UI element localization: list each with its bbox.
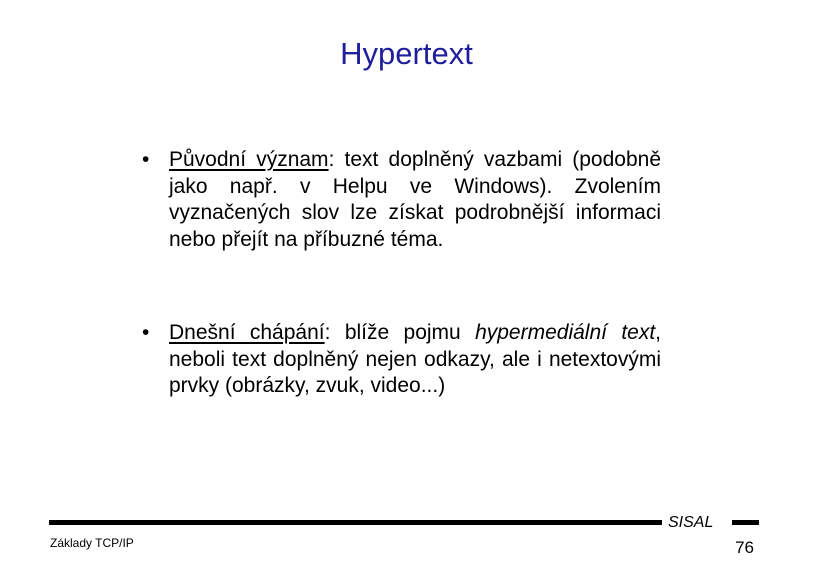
footer-sisal-label: SISAL bbox=[668, 514, 714, 531]
footer-rule-right bbox=[732, 520, 759, 525]
bullet-separator: : bbox=[328, 148, 345, 171]
page-number: 76 bbox=[735, 538, 754, 557]
bullet-emphasis: hypermediální text bbox=[475, 321, 656, 344]
bullet-item bbox=[142, 320, 662, 400]
bullet-text-after: , neboli text doplněný nejen odkazy, ale i netextovými prvky (obrázky, zvuk, video...) bbox=[169, 321, 662, 397]
footer-course-name: Základy TCP/IP bbox=[50, 536, 134, 550]
bullet-marker: • bbox=[142, 321, 150, 344]
bullet-text: text doplněný vazbami (podobně jako např. v Helpu ve Windows). Zvolením vyznačených slov lze získat podrobnější informaci nebo přejít na příbuzné téma. bbox=[169, 148, 662, 251]
bullet-marker: • bbox=[142, 148, 150, 171]
bullet-separator: : bbox=[324, 321, 345, 344]
bullet-term: Dnešní chápání bbox=[169, 321, 325, 344]
slide-title: Hypertext bbox=[340, 36, 473, 71]
bullet-text: blíže pojmu bbox=[344, 321, 476, 344]
footer-rule bbox=[49, 520, 662, 525]
bullet-term: Původní význam bbox=[169, 148, 329, 171]
bullet-item bbox=[142, 147, 662, 253]
